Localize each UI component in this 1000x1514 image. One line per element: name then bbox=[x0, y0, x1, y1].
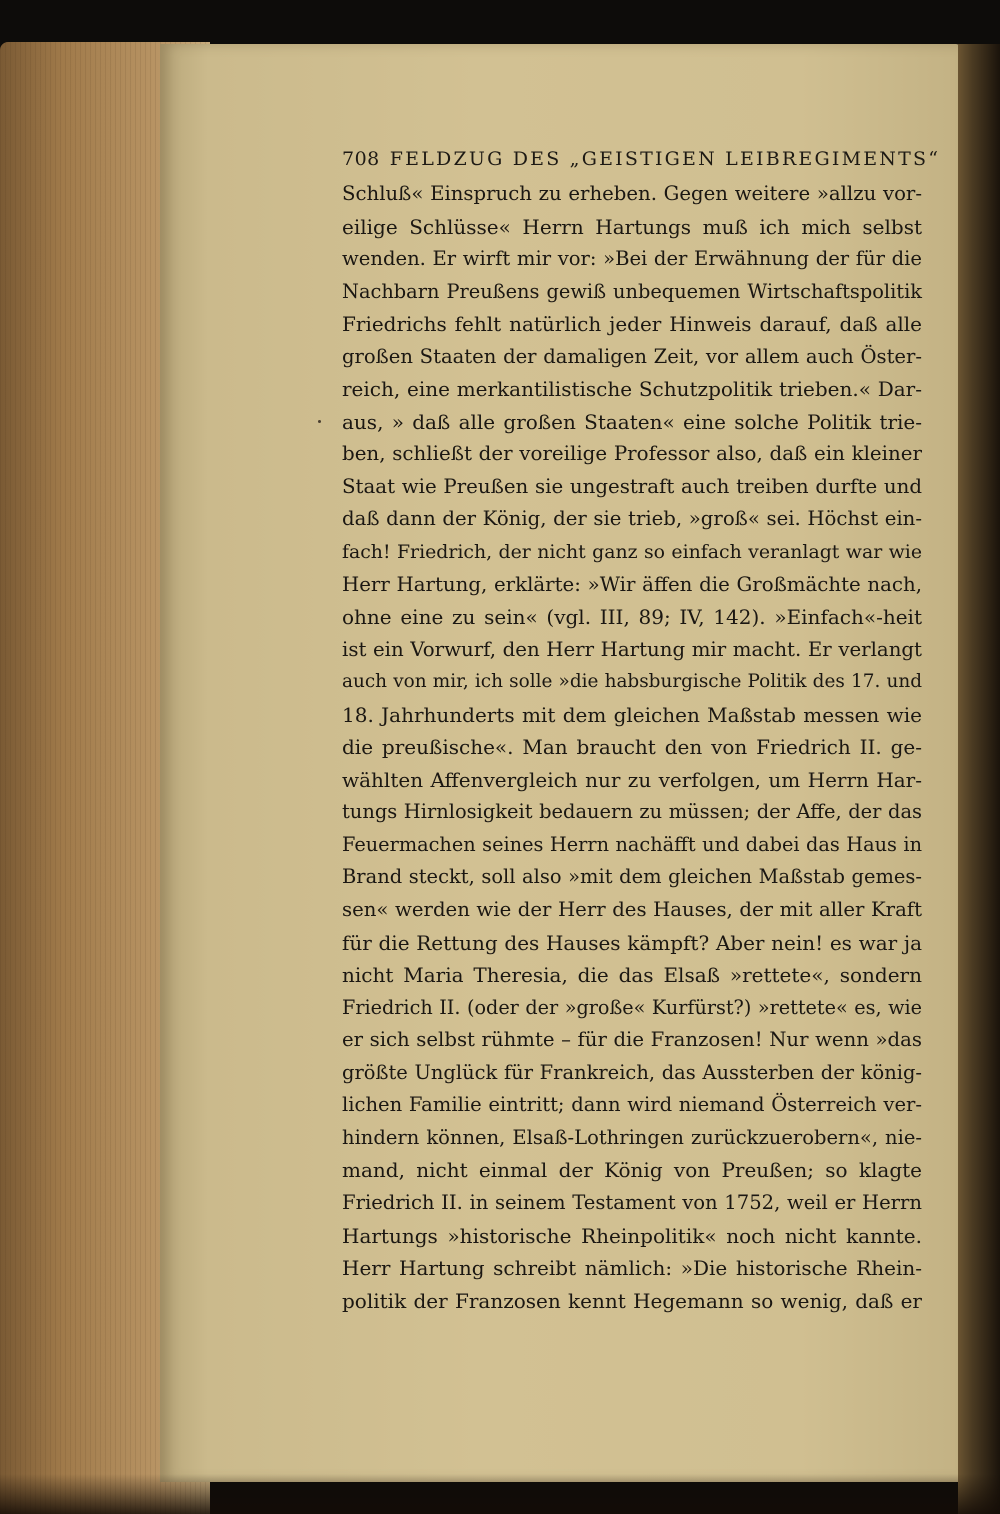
text-line: ist ein Vorwurf, den Herr Hartung mir macht. Er verlangt bbox=[342, 637, 922, 661]
text-line: Schluß« Einspruch zu erheben. Gegen weitere »allzu vor- bbox=[342, 182, 922, 205]
text-line: Feuermachen seines Herrn nachäfft und dabei das Haus in bbox=[342, 832, 922, 856]
text-line: Hartungs »historische Rheinpolitik« noch nicht kannte. bbox=[342, 1223, 922, 1248]
text-line: eilige Schlüsse« Herrn Hartungs muß ich mich selbst bbox=[342, 214, 922, 239]
text-line: größte Unglück für Frankreich, das Aussterben der könig- bbox=[342, 1060, 922, 1084]
text-line: für die Rettung des Hauses kämpft? Aber nein! es war ja bbox=[342, 930, 922, 955]
text-line: politik der Franzosen kennt Hegemann so wenig, daß er bbox=[342, 1288, 922, 1313]
binding-shadow bbox=[958, 44, 1000, 1514]
text-line: wenden. Er wirft mir vor: »Bei der Erwähnung der für die bbox=[342, 247, 922, 271]
running-header bbox=[342, 148, 941, 178]
bottom-shadow bbox=[0, 1474, 1000, 1514]
text-line: wählten Affenvergleich nur zu verfolgen, um Herrn Har- bbox=[342, 767, 922, 792]
text-line: auch von mir, ich solle »die habsburgische Politik des 17. und bbox=[342, 671, 922, 693]
text-line: nicht Maria Theresia, die das Elsaß »rettete«, sondern bbox=[342, 963, 922, 988]
text-line: 18. Jahrhunderts mit dem gleichen Maßstab messen wie bbox=[342, 702, 922, 727]
text-line: großen Staaten der damaligen Zeit, vor allem auch Öster- bbox=[342, 344, 922, 368]
text-line: lichen Familie eintritt; dann wird niemand Österreich ver- bbox=[342, 1093, 922, 1117]
text-line: Friedrich II. (oder der »große« Kurfürst?) »rettete« es, wie bbox=[342, 995, 922, 1019]
text-line: tungs Hirnlosigkeit bedauern zu müssen; der Affe, der das bbox=[342, 800, 922, 824]
text-line: Nachbarn Preußens gewiß unbequemen Wirtschaftspolitik bbox=[342, 279, 922, 303]
page-number: 708 bbox=[342, 148, 380, 170]
text-line: er sich selbst rühmte – für die Franzosen! Nur wenn »das bbox=[342, 1028, 922, 1052]
text-line: aus, » daß alle großen Staaten« eine solche Politik trie- bbox=[342, 409, 922, 434]
text-line: ohne eine zu sein« (vgl. III, 89; IV, 142). »Einfach«-heit bbox=[342, 605, 922, 630]
margin-mark bbox=[318, 420, 321, 423]
text-line: hindern können, Elsaß-Lothringen zurückzuerobern«, nie- bbox=[342, 1125, 922, 1149]
text-line: mand, nicht einmal der König von Preußen; so klagte bbox=[342, 1158, 922, 1183]
text-line: reich, eine merkantilistische Schutzpolitik trieben.« Dar- bbox=[342, 377, 922, 402]
body-text bbox=[342, 178, 922, 1317]
text-line: die preußische«. Man braucht den von Friedrich II. ge- bbox=[342, 735, 922, 760]
text-line: Staat wie Preußen sie ungestraft auch treiben durfte und bbox=[342, 474, 922, 498]
text-line: Herr Hartung, erklärte: »Wir äffen die Großmächte nach, bbox=[342, 572, 922, 596]
text-line: ben, schließt der voreilige Professor also, daß ein kleiner bbox=[342, 442, 922, 466]
text-line: Herr Hartung schreibt nämlich: »Die historische Rhein- bbox=[342, 1256, 922, 1281]
text-line: Friedrich II. in seinem Testament von 1752, weil er Herrn bbox=[342, 1190, 922, 1214]
text-line: daß dann der König, der sie trieb, »groß« sei. Höchst ein- bbox=[342, 507, 922, 531]
text-line: Friedrichs fehlt natürlich jeder Hinweis darauf, daß alle bbox=[342, 312, 922, 337]
text-line: sen« werden wie der Herr des Hauses, der mit aller Kraft bbox=[342, 898, 922, 922]
running-title: FELDZUG DES „GEISTIGEN LEIBREGIMENTS“ bbox=[389, 148, 941, 170]
text-line: Brand steckt, soll also »mit dem gleichen Maßstab gemes- bbox=[342, 865, 922, 889]
text-line: fach! Friedrich, der nicht ganz so einfach veranlagt war wie bbox=[342, 541, 922, 564]
